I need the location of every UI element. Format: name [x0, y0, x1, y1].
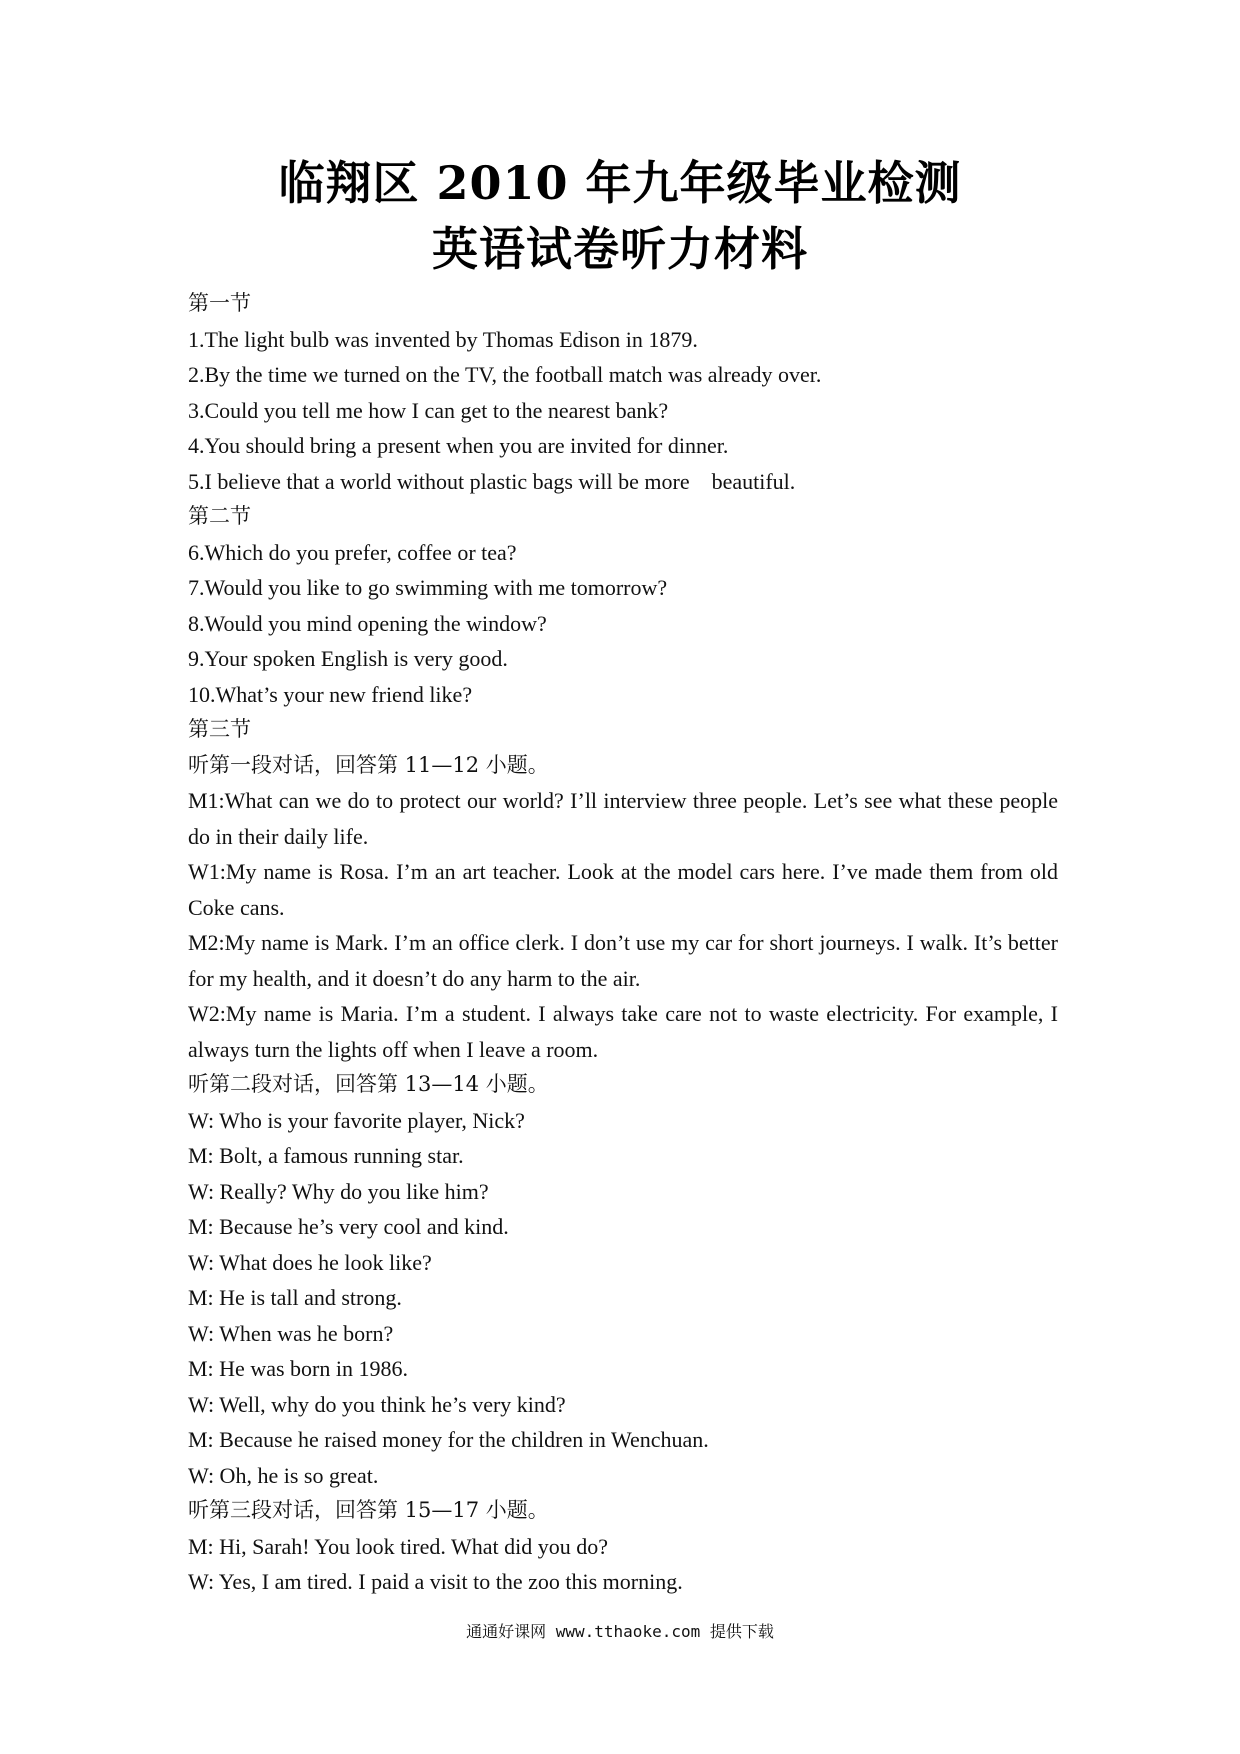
- script-line: 7.Would you like to go swimming with me tomorrow?: [188, 575, 668, 600]
- script-paragraph: M1:What can we do to protect our world? I’ll interview three people. Let’s see what these people do in their daily life.: [188, 788, 1058, 849]
- script-line: W: Yes, I am tired. I paid a visit to the zoo this morning.: [188, 1569, 683, 1594]
- footer-download-note: 通通好课网 www.tthaoke.com 提供下载: [466, 1622, 774, 1641]
- script-paragraph: W2:My name is Maria. I’m a student. I always take care not to waste electricity. For example, I always turn the lights off when I leave a room.: [188, 1001, 1058, 1062]
- script-line: 5.I believe that a world without plastic bags will be more beautiful.: [188, 468, 796, 494]
- script-line: M: Hi, Sarah! You look tired. What did you do?: [188, 1533, 609, 1559]
- script-line: W: Who is your favorite player, Nick?: [188, 1107, 525, 1133]
- script-line: 4.You should bring a present when you are invited for dinner.: [188, 433, 729, 458]
- title-line-2: 英语试卷听力材料: [432, 222, 808, 276]
- script-line: W: Well, why do you think he’s very kind?: [188, 1391, 566, 1417]
- script-line: 6.Which do you prefer, coffee or tea?: [188, 539, 517, 565]
- script-line: M: Bolt, a famous running star.: [188, 1143, 464, 1168]
- section-heading: 第一节: [188, 291, 251, 315]
- document-title: [0, 150, 1240, 282]
- section-instruction: 听第二段对话，回答第 13—14 小题。: [188, 1072, 549, 1096]
- script-line: 2.By the time we turned on the TV, the football match was already over.: [188, 362, 822, 387]
- script-line: 10.What’s your new friend like?: [188, 681, 473, 707]
- script-line: 1.The light bulb was invented by Thomas Edison in 1879.: [188, 326, 698, 352]
- section-instruction: 听第三段对话，回答第 15—17 小题。: [188, 1498, 549, 1522]
- section-heading: 第三节: [188, 717, 251, 741]
- script-line: W: Really? Why do you like him?: [188, 1178, 489, 1204]
- script-line: 9.Your spoken English is very good.: [188, 646, 508, 671]
- listening-script-body: [188, 286, 1058, 1600]
- script-line: W: Oh, he is so great.: [188, 1462, 379, 1488]
- script-line: 8.Would you mind opening the window?: [188, 610, 547, 636]
- script-paragraph: M2:My name is Mark. I’m an office clerk. I don’t use my car for short journeys. I walk. It’s better for my health, and it doesn’t do any harm to the air.: [188, 930, 1058, 991]
- script-line: M: Because he’s very cool and kind.: [188, 1214, 509, 1239]
- script-line: M: Because he raised money for the children in Wenchuan.: [188, 1427, 709, 1452]
- script-line: W: What does he look like?: [188, 1249, 432, 1275]
- script-line: M: He is tall and strong.: [188, 1285, 402, 1310]
- title-line-1: 临翔区 2010 年九年级毕业检测: [278, 156, 962, 210]
- script-line: M: He was born in 1986.: [188, 1356, 408, 1381]
- script-line: 3.Could you tell me how I can get to the nearest bank?: [188, 397, 669, 423]
- section-heading: 第二节: [188, 504, 251, 528]
- script-line: W: When was he born?: [188, 1320, 394, 1346]
- section-instruction: 听第一段对话，回答第 11—12 小题。: [188, 752, 549, 777]
- script-paragraph: W1:My name is Rosa. I’m an art teacher. Look at the model cars here. I’ve made them from old Coke cans.: [188, 859, 1058, 920]
